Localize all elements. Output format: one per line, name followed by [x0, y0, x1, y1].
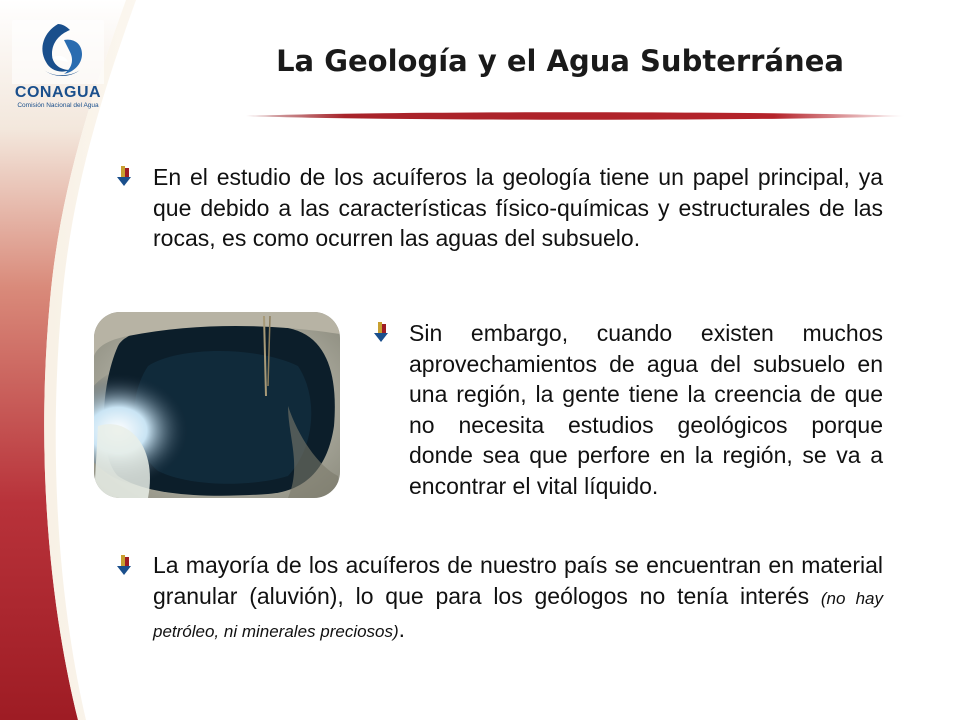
arrow-bullet-icon [372, 322, 390, 344]
arrow-bullet-icon [115, 166, 133, 188]
title-underline [246, 110, 906, 122]
conagua-logo [8, 18, 108, 114]
bullet-paragraph-3 [153, 550, 883, 648]
cave-well-image [88, 306, 346, 504]
logo-subtitle: Comisión Nacional del Agua [17, 102, 99, 109]
cenote-photo [88, 306, 346, 504]
bullet-paragraph-3-text: La mayoría de los acuíferos de nuestro país se encuentran en material granular (aluvión), lo que para los geólogos no tenía interés [153, 552, 883, 609]
logo-name: CONAGUA [14, 84, 102, 101]
bullet-paragraph-3-note: (no hay petróleo, ni minerales preciosos) [153, 588, 883, 641]
bullet-paragraph-2: Sin embargo, cuando existen muchos aprovechamientos de agua del subsuelo en una región, la gente tiene la creencia de que no necesita estudios geológicos porque donde sea que perfore en la región, se va a encontrar el vital líquido. [409, 320, 883, 499]
bullet-paragraph-3-end: . [398, 616, 406, 642]
arrow-bullet-icon [115, 555, 133, 577]
conagua-logo-icon [8, 18, 108, 84]
page-title: La Geología y el Agua Subterránea [276, 44, 844, 78]
bullet-paragraph-1: En el estudio de los acuíferos la geología tiene un papel principal, ya que debido a las características físico-químicas y estructurales de las rocas, es como ocurren las aguas del subsuelo. [153, 164, 883, 251]
